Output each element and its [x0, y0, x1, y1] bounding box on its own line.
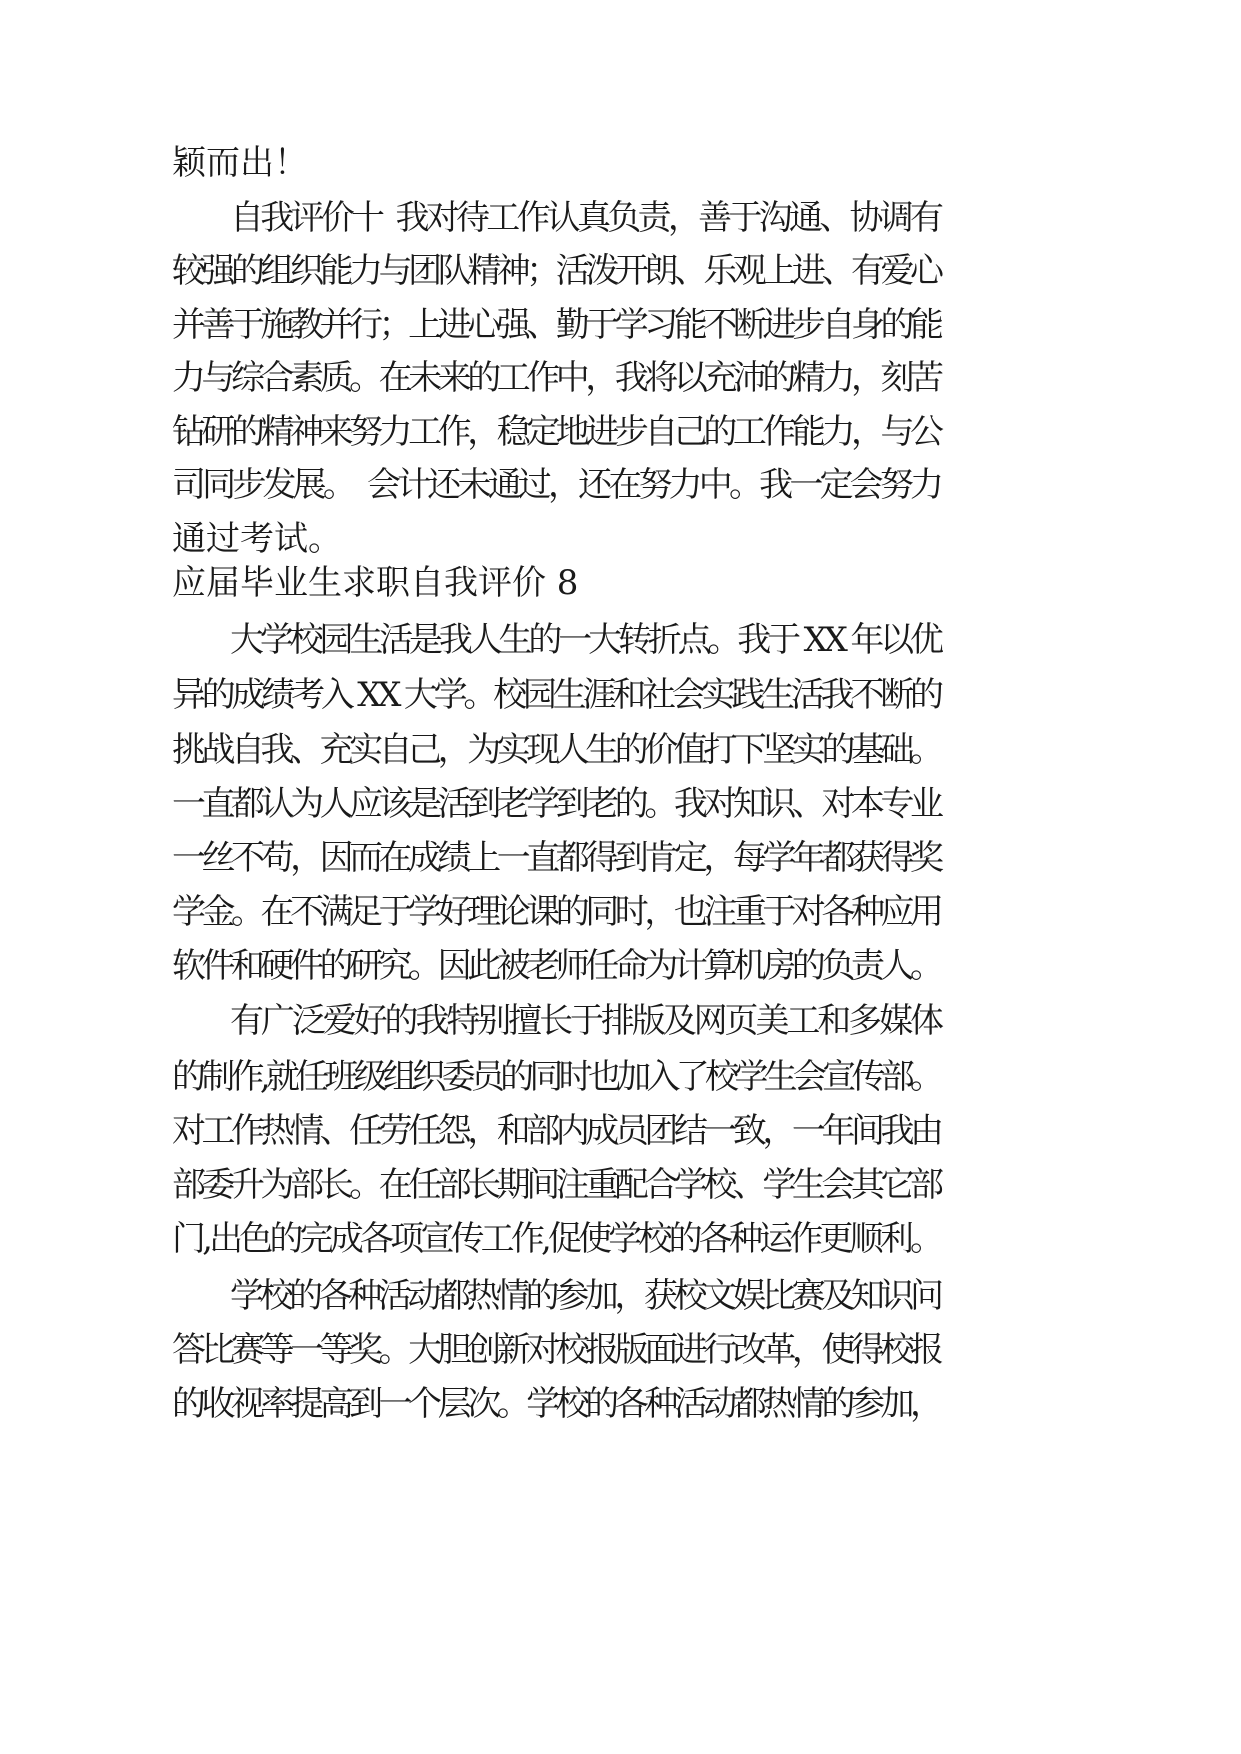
text-line: 一丝不苟，因而在成绩上一直都得到肯定，每学年都获得奖: [172, 838, 940, 878]
text-line: 有广泛爱好的我特别擅长于排版及网页美工和多媒体: [230, 1001, 941, 1041]
text-line: 学校的各种活动都热情的参加，获校文娱比赛及知识问: [230, 1276, 940, 1316]
text-line: 并善于施教并行；上进心强、勤于学习能不断进步自身的能: [172, 305, 940, 345]
text-line: 颖而出！: [172, 143, 308, 183]
text-line: 力与综合素质。在未来的工作中，我将以充沛的精力，刻苦: [172, 358, 940, 398]
text-line: 软件和硬件的研究。因此被老师任命为计算机房的负责人。: [172, 946, 940, 986]
text-line: 挑战自我、充实自己，为实现人生的价值打下坚实的基础。: [172, 730, 940, 770]
text-line: 的收视率提高到一个层次。学校的各种活动都热情的参加，: [172, 1384, 940, 1424]
text-line: 较强的组织能力与团队精神；活泼开朗、乐观上进、有爱心: [172, 251, 940, 291]
text-line: 的制作,就任班级组织委员的同时也加入了校学生会宣传部。: [172, 1057, 940, 1097]
text-line: 大学校园生活是我人生的一大转折点。我于 XX 年以优: [230, 620, 940, 660]
text-line: 异的成绩考入 XX 大学。校园生涯和社会实践生活我不断的: [172, 675, 940, 715]
section-heading: 应届毕业生求职自我评价 8: [172, 563, 579, 603]
text-line: 一直都认为人应该是活到老学到老的。我对知识、对本专业: [172, 784, 940, 824]
text-line: 门,出色的完成各项宣传工作,促使学校的各种运作更顺利。: [172, 1219, 941, 1259]
text-line: 答比赛等一等奖。大胆创新对校报版面进行改革，使得校报: [172, 1330, 940, 1370]
text-line: 通过考试。: [172, 519, 342, 559]
text-line: 部委升为部长。在任部长期间注重配合学校、学生会其它部: [172, 1165, 940, 1205]
text-line: 司同步发展。 会计还未通过，还在努力中。我一定会努力: [172, 465, 941, 505]
text-line: 学金。在不满足于学好理论课的同时，也注重于对各种应用: [172, 892, 940, 932]
text-line: 对工作热情、任劳任怨，和部内成员团结一致，一年间我由: [172, 1111, 940, 1151]
text-line: 钻研的精神来努力工作，稳定地进步自己的工作能力，与公: [172, 412, 940, 452]
text-line: 自我评价十 我对待工作认真负责，善于沟通、协调有: [230, 198, 941, 238]
